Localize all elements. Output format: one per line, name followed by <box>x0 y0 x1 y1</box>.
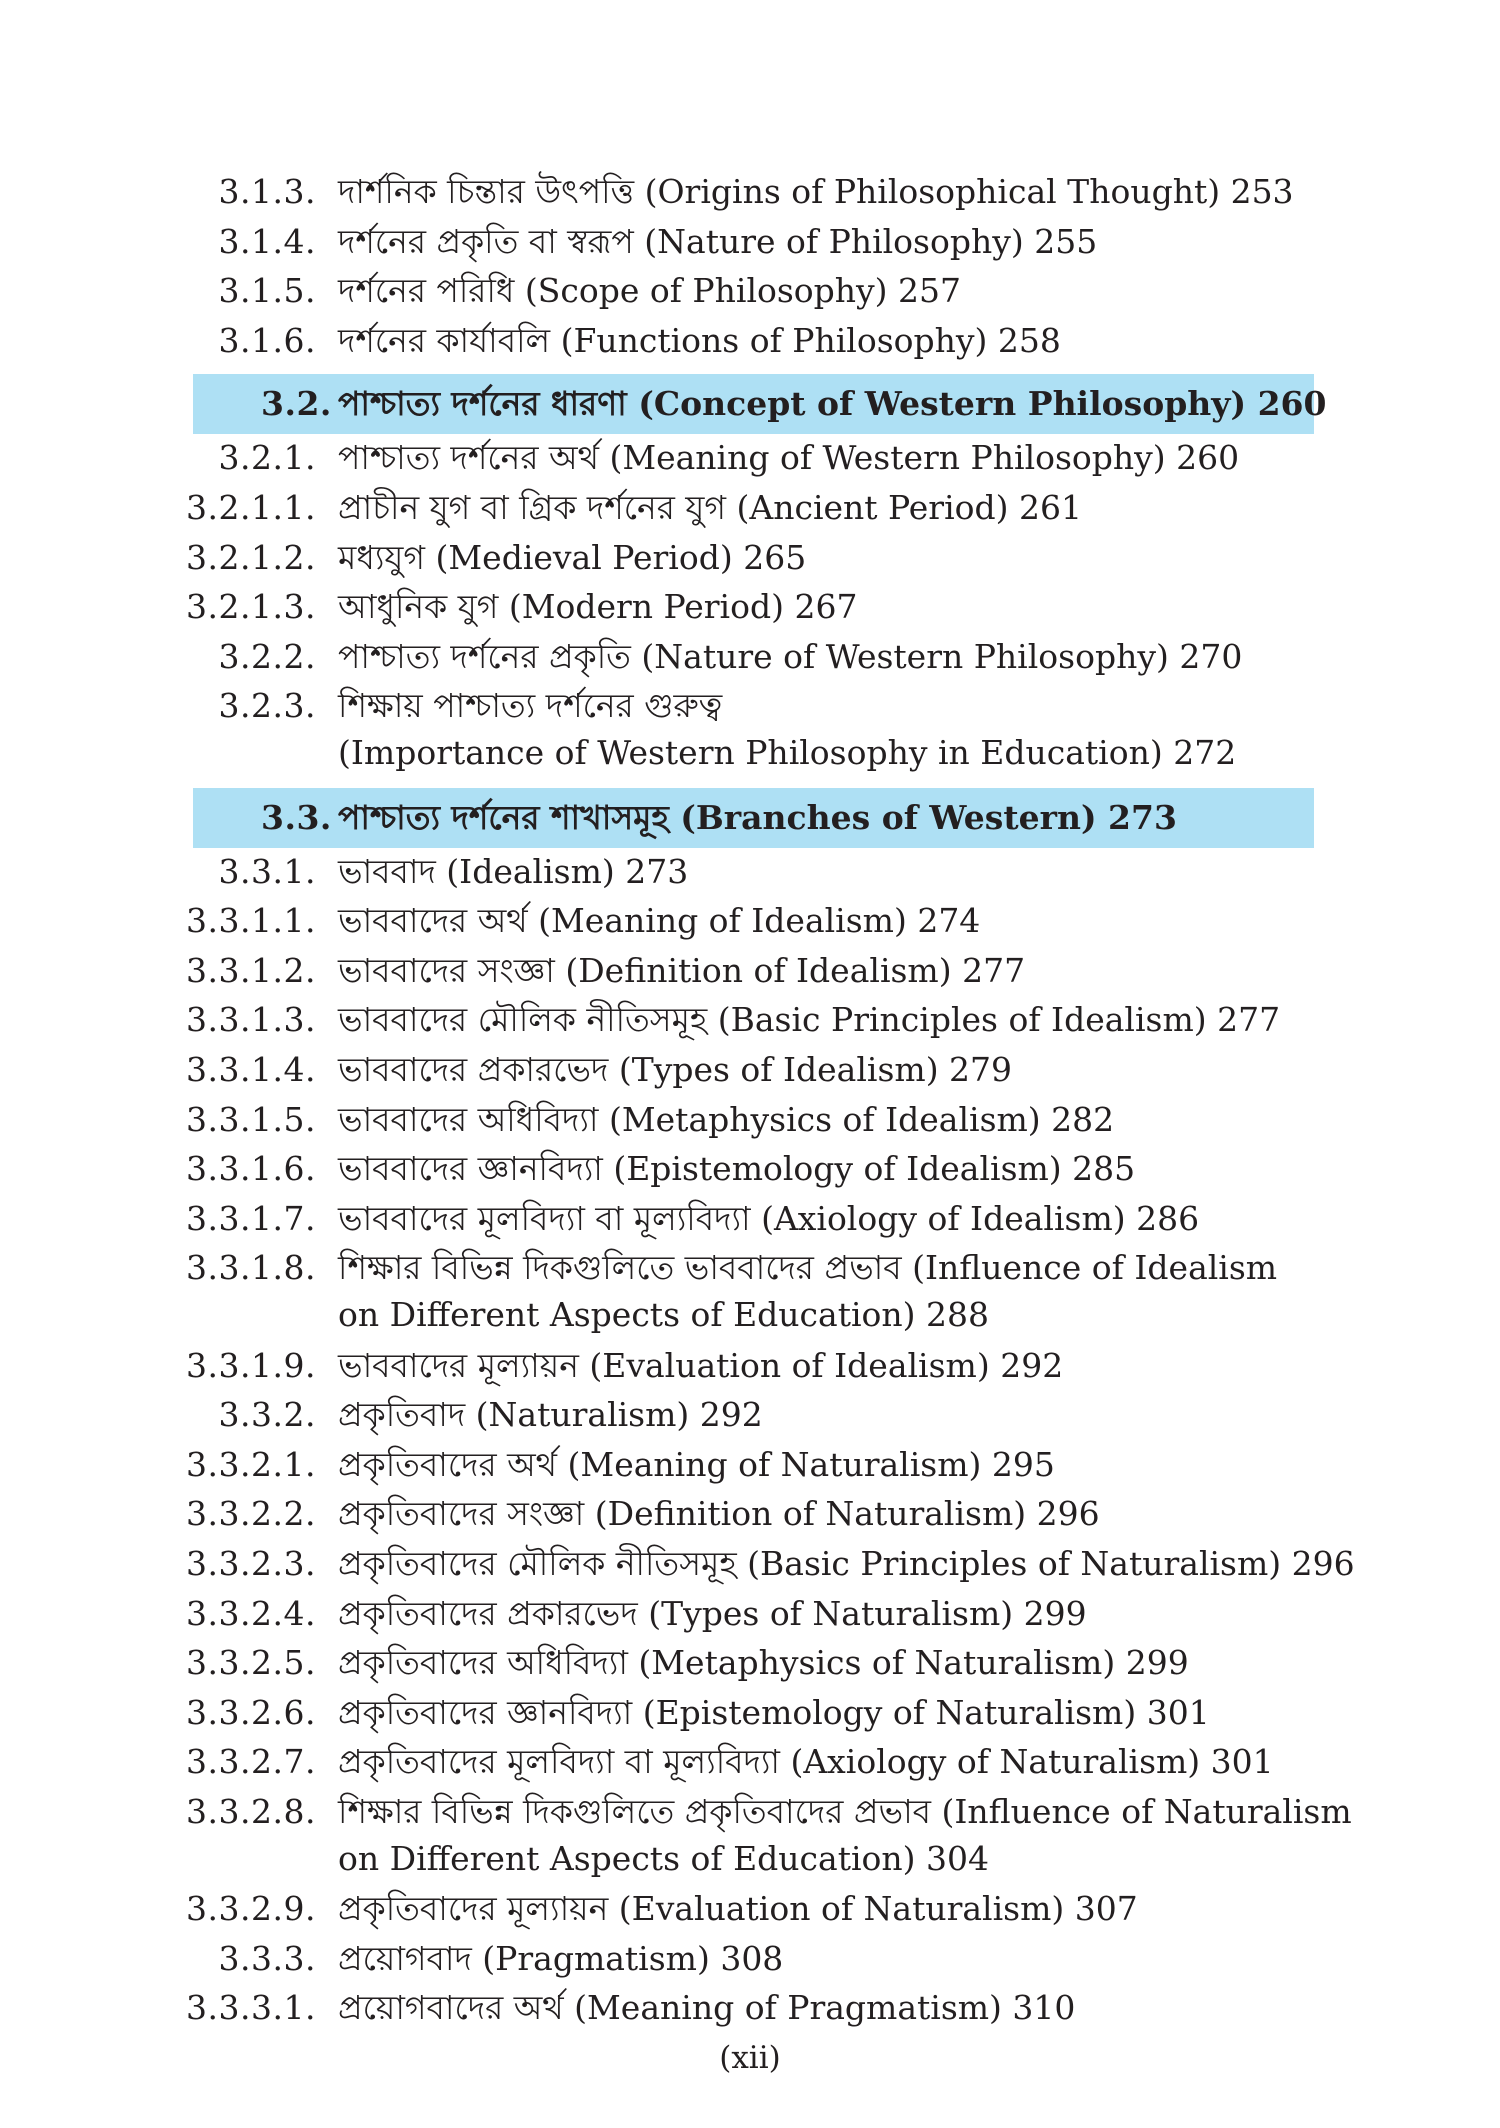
toc-entry-title <box>338 1542 1355 1589</box>
toc-entry-number: 3.2.3. <box>218 686 316 726</box>
toc-entry-title-line: প্রকৃতিবাদের সংজ্ঞা (Definition of Naturalism) 296 <box>338 1494 1100 1534</box>
toc-entry-number: 3.3.2. <box>218 1395 316 1435</box>
toc-entry-title <box>338 1740 1274 1787</box>
toc-entry-title-line: (Importance of Western Philosophy in Education) 272 <box>338 733 1237 773</box>
toc-entry-number: 3.2.1.2. <box>186 537 316 577</box>
toc-entry-title <box>338 1641 1189 1688</box>
toc-entry-number: 3.2.1.1. <box>186 488 316 527</box>
toc-entry-number: 3.3.2.2. <box>186 1494 316 1534</box>
toc-entry-number: 3.3.1.1. <box>186 901 316 941</box>
toc-entry-number: 3.3.1.7. <box>186 1198 316 1238</box>
toc-entry-title <box>338 1197 1199 1244</box>
toc-entry-title-line: ভাববাদের মূলবিদ্যা বা মূল্যবিদ্যা (Axiology of Idealism) 286 <box>338 1198 1200 1238</box>
toc-entry-number: 3.1.6. <box>218 320 316 360</box>
toc-entry-title <box>338 1344 1063 1391</box>
toc-entry-title <box>338 585 857 632</box>
toc-entry-title-line: পাশ্চাত্য দর্শনের শাখাসমূহ (Branches of Western) 273 <box>338 797 1177 837</box>
toc-entry-title-line: দর্শনের প্রকৃতি বা স্বরূপ (Nature of Philosophy) 255 <box>338 221 1098 261</box>
toc-entry-title <box>338 170 1294 217</box>
toc-entry-title-line: ভাববাদ (Idealism) 273 <box>338 851 689 891</box>
toc-entry-title <box>338 1592 1087 1639</box>
toc-entry-title <box>338 1246 1277 1340</box>
toc-entry-number: 3.3.2.6. <box>186 1692 316 1732</box>
toc-entry-title <box>338 1937 783 1984</box>
toc-entry-title-line: শিক্ষায় পাশ্চাত্য দর্শনের গুরুত্ব <box>338 686 723 726</box>
toc-entry-title <box>338 1098 1114 1145</box>
toc-entry-title <box>338 1887 1138 1934</box>
toc-entry-title-line: প্রয়োগবাদের অর্থ (Meaning of Pragmatism) 310 <box>338 1988 1076 2028</box>
toc-entry-title-line: ভাববাদের অধিবিদ্যা (Metaphysics of Idealism) 282 <box>338 1099 1115 1139</box>
toc-entry-title <box>338 796 1177 843</box>
toc-entry-title-line: প্রকৃতিবাদের মৌলিক নীতিসমূহ (Basic Principles of Naturalism) 296 <box>338 1544 1355 1583</box>
toc-entry-number: 3.3.1.5. <box>186 1099 316 1139</box>
toc-entry-title <box>338 486 1082 533</box>
toc-entry-number: 3.2.1. <box>218 438 316 478</box>
toc-entry-number: 3.2.1.3. <box>186 587 316 627</box>
toc-entry-number: 3.3.3. <box>218 1938 316 1978</box>
toc-entry-title-line: প্রকৃতিবাদের অর্থ (Meaning of Naturalism) 295 <box>338 1444 1055 1484</box>
toc-entry-number: 3.1.3. <box>218 172 316 211</box>
toc-entry-title-line: ভাববাদের জ্ঞানবিদ্যা (Epistemology of Idealism) 285 <box>338 1149 1136 1189</box>
toc-entry-number: 3.3.1.2. <box>186 950 316 990</box>
toc-entry-title-line: ভাববাদের প্রকারভেদ (Types of Idealism) 279 <box>338 1050 1013 1089</box>
toc-entry-title <box>338 850 688 897</box>
toc-entry-title <box>338 1147 1135 1194</box>
toc-entry-number: 3.3. <box>261 797 332 837</box>
toc-entry-title-line: ভাববাদের মৌলিক নীতিসমূহ (Basic Principles of Idealism) 277 <box>338 1000 1281 1040</box>
toc-entry-title <box>338 1986 1075 2033</box>
toc-section-heading <box>193 788 1314 848</box>
toc-entry-title-line: on Different Aspects of Education) 288 <box>338 1295 989 1335</box>
toc-entry-title <box>338 319 1061 366</box>
toc-entry-number: 3.3.2.9. <box>186 1889 316 1929</box>
toc-entry-title <box>338 899 980 946</box>
toc-entry-number: 3.3.2.5. <box>186 1643 316 1683</box>
toc-entry-title <box>338 536 806 583</box>
toc-entry-title-line: পাশ্চাত্য দর্শনের অর্থ (Meaning of Western Philosophy) 260 <box>338 438 1240 478</box>
toc-entry-title-line: দার্শনিক চিন্তার উৎপত্তি (Origins of Philosophical Thought) 253 <box>338 172 1294 211</box>
toc-entry-title-line: ভাববাদের সংজ্ঞা (Definition of Idealism) 277 <box>338 950 1026 990</box>
toc-entry-number: 3.3.1.6. <box>186 1149 316 1189</box>
toc-entry-title-line: মধ্যযুগ (Medieval Period) 265 <box>338 537 807 577</box>
toc-entry-number: 3.3.2.3. <box>186 1544 316 1583</box>
toc-entry-number: 3.3.3.1. <box>186 1988 316 2028</box>
toc-entry-title-line: আধুনিক যুগ (Modern Period) 267 <box>338 587 858 627</box>
toc-entry-title <box>338 1691 1210 1738</box>
toc-entry-title <box>338 1048 1012 1095</box>
toc-entry-number: 3.3.2.7. <box>186 1742 316 1782</box>
toc-entry-number: 3.3.2.4. <box>186 1593 316 1633</box>
toc-entry-title-line: on Different Aspects of Education) 304 <box>338 1839 989 1878</box>
toc-entry-title <box>338 1393 763 1440</box>
toc-entry-number: 3.3.2.1. <box>186 1444 316 1484</box>
toc-entry-number: 3.2. <box>261 384 332 424</box>
toc-entry-title <box>338 1492 1100 1539</box>
toc-entry-number: 3.1.5. <box>218 271 316 311</box>
toc-entry-title-line: দর্শনের পরিধি (Scope of Philosophy) 257 <box>338 271 962 311</box>
toc-entry-title-line: প্রকৃতিবাদ (Naturalism) 292 <box>338 1395 763 1435</box>
toc-entry-title-line: প্রকৃতিবাদের জ্ঞানবিদ্যা (Epistemology of Naturalism) 301 <box>338 1692 1210 1732</box>
toc-entry-number: 3.3.1. <box>218 851 316 891</box>
page-number: (xii) <box>719 2040 781 2076</box>
toc-entry-title-line: প্রকৃতিবাদের প্রকারভেদ (Types of Naturalism) 299 <box>338 1593 1087 1633</box>
toc-entry-title-line: প্রকৃতিবাদের মূলবিদ্যা বা মূল্যবিদ্যা (Axiology of Naturalism) 301 <box>338 1742 1274 1782</box>
toc-entry-title-line: দর্শনের কার্যাবলি (Functions of Philosophy) 258 <box>338 320 1061 360</box>
toc-entry-title-line: শিক্ষার বিভিন্ন দিকগুলিতে প্রকৃতিবাদের প্রভাব (Influence of Naturalism <box>338 1792 1352 1831</box>
toc-section-heading <box>193 374 1327 434</box>
toc-entry-number: 3.3.2.8. <box>186 1792 316 1831</box>
toc-entry-title-line: ভাববাদের মূল্যায়ন (Evaluation of Idealism) 292 <box>338 1345 1064 1385</box>
toc-entry-title-line: প্রয়োগবাদ (Pragmatism) 308 <box>338 1938 784 1978</box>
toc-entry-title-line: প্রাচীন যুগ বা গ্রিক দর্শনের যুগ (Ancient Period) 261 <box>338 488 1082 527</box>
toc-entry-title-line: প্রকৃতিবাদের অধিবিদ্যা (Metaphysics of Naturalism) 299 <box>338 1643 1189 1683</box>
toc-entry-title <box>338 949 1025 996</box>
toc-entry-title <box>338 269 961 316</box>
toc-entry-title <box>338 1790 1352 1884</box>
toc-entry-number: 3.3.1.4. <box>186 1050 316 1089</box>
toc-entry-title-line: ভাববাদের অর্থ (Meaning of Idealism) 274 <box>338 901 981 941</box>
toc-entry-number: 3.2.2. <box>218 636 316 676</box>
toc-entry-number: 3.1.4. <box>218 221 316 261</box>
toc-entry-title <box>338 998 1280 1045</box>
toc-entry-title-line: প্রকৃতিবাদের মূল্যায়ন (Evaluation of Naturalism) 307 <box>338 1889 1138 1929</box>
toc-entry-title-line: শিক্ষার বিভিন্ন দিকগুলিতে ভাববাদের প্রভাব (Influence of Idealism <box>338 1248 1278 1288</box>
toc-entry-number: 3.3.1.9. <box>186 1345 316 1385</box>
toc-entry-number: 3.3.1.8. <box>186 1248 316 1288</box>
toc-entry-title <box>338 382 1326 429</box>
toc-entry-title-line: পাশ্চাত্য দর্শনের ধারণা (Concept of Western Philosophy) 260 <box>338 384 1327 424</box>
toc-entry-title <box>338 1443 1055 1490</box>
toc-entry-title <box>338 684 1236 778</box>
toc-entry-title <box>338 436 1239 483</box>
toc-entry-title <box>338 220 1097 267</box>
toc-entry-title-line: পাশ্চাত্য দর্শনের প্রকৃতি (Nature of Western Philosophy) 270 <box>338 636 1243 676</box>
toc-entry-number: 3.3.1.3. <box>186 1000 316 1040</box>
toc-entry-title <box>338 635 1242 682</box>
